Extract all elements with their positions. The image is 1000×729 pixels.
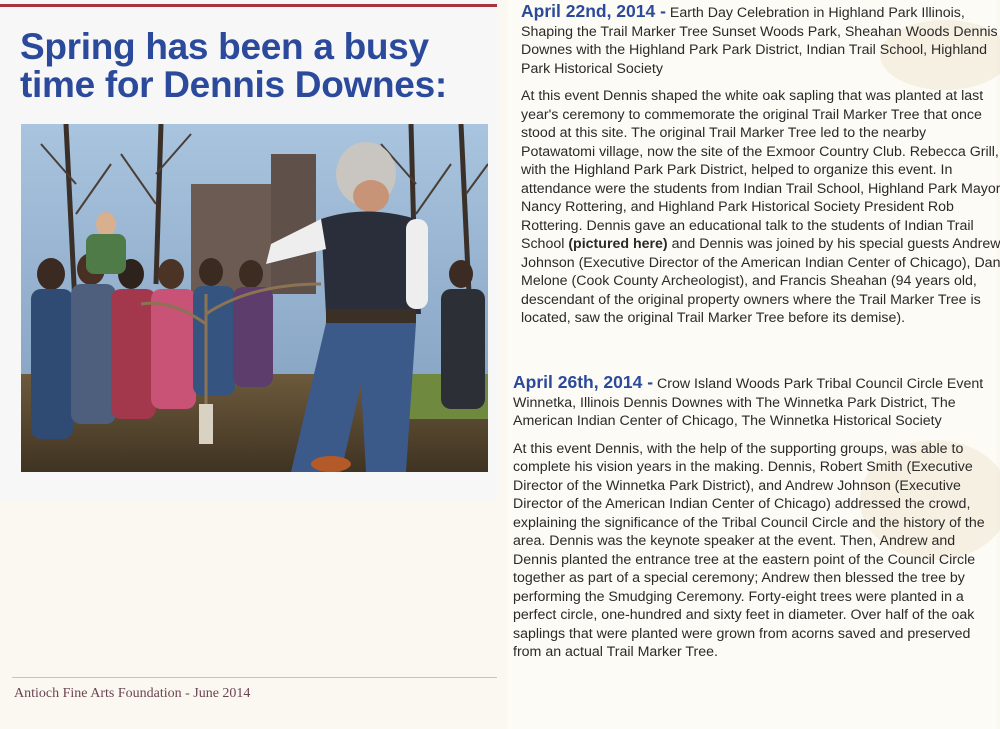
pictured-here-note: (pictured here) <box>568 236 668 252</box>
event-april-26 <box>513 373 993 671</box>
event-body: At this event Dennis, with the help of the supporting groups, was able to complete his vision years in the making. Dennis, Robert Smith (Executive Director of the Winnetka Park District), and Andrew Johnson (Executive Director of the American Indian Center of Chicago) addressed the crowd, explaining the significance of the Tribal Council Circle and the history of the area. Dennis was the keynote speaker at the event. Then, Andrew and Dennis planted the entrance tree at the eastern point of the Council Circle together as part of a special ceremony; Andrew then blessed the tree by performing the Smudging Ceremony. Forty-eight trees were planted in a perfect circle, one-hundred and sixty feet in diameter. Over half of the oak saplings that were planted were grown from acorns saved and preserved from an actual Trail Marker Tree. <box>513 440 985 660</box>
event-date: April 26th, 2014 - <box>513 372 654 392</box>
event-photo <box>21 124 488 472</box>
event-title: Crow Island Woods Park Tribal Council Circle Event Winnetka, Illinois Dennis Downes with The Winnetka Park District, The American Indian Center of Chicago, The Winnetka Historical Society <box>513 376 984 429</box>
top-rule <box>0 4 497 7</box>
event-april-22 <box>521 2 1000 337</box>
event-heading <box>521 2 1000 78</box>
event-body-text: At this event Dennis shaped the white oak sapling that was planted at last year's ceremony to commemorate the original Trail Marker Tree that once stood at this site. The original Trail Marker Tree led to the nearby Potawatomi village, now the site of the Exmoor Country Club. Rebecca Grill, with the Highland Park Park District, helped to organize this event. In attendance were the students from Indian Trail School, Highland Park Mayor Nancy Rottering, and Highland Park Historical Society President Rob Rottering. Dennis gave an educational talk to the students of Indian Trail School <box>521 88 1000 252</box>
footer-text: Antioch Fine Arts Foundation - June 2014 <box>14 686 251 701</box>
event-date: April 22nd, 2014 - <box>521 1 666 21</box>
headline: Spring has been a busy time for Dennis Downes: <box>20 26 447 105</box>
event-title: Earth Day Celebration in Highland Park Illinois, Shaping the Trail Marker Tree Sunset Woods Park, Sheahan Woods Dennis Downes with the Highland Park Park District, Indian Trail School, Highland Park Historical Society <box>521 5 998 77</box>
event-body <box>521 87 1000 328</box>
event-heading <box>513 373 993 431</box>
event-body-text: and Dennis was joined by his special guests Andrew Johnson (Executive Director of the American Indian Center of Chicago), Dan Melone (Cook County Archeologist), and Francis Sheahan (94 years old, descendant of the original property owners where the Trail Marker Tree is located, saw the original Trail Marker Tree before its demise). <box>521 236 1000 326</box>
footer-rule <box>12 677 497 678</box>
